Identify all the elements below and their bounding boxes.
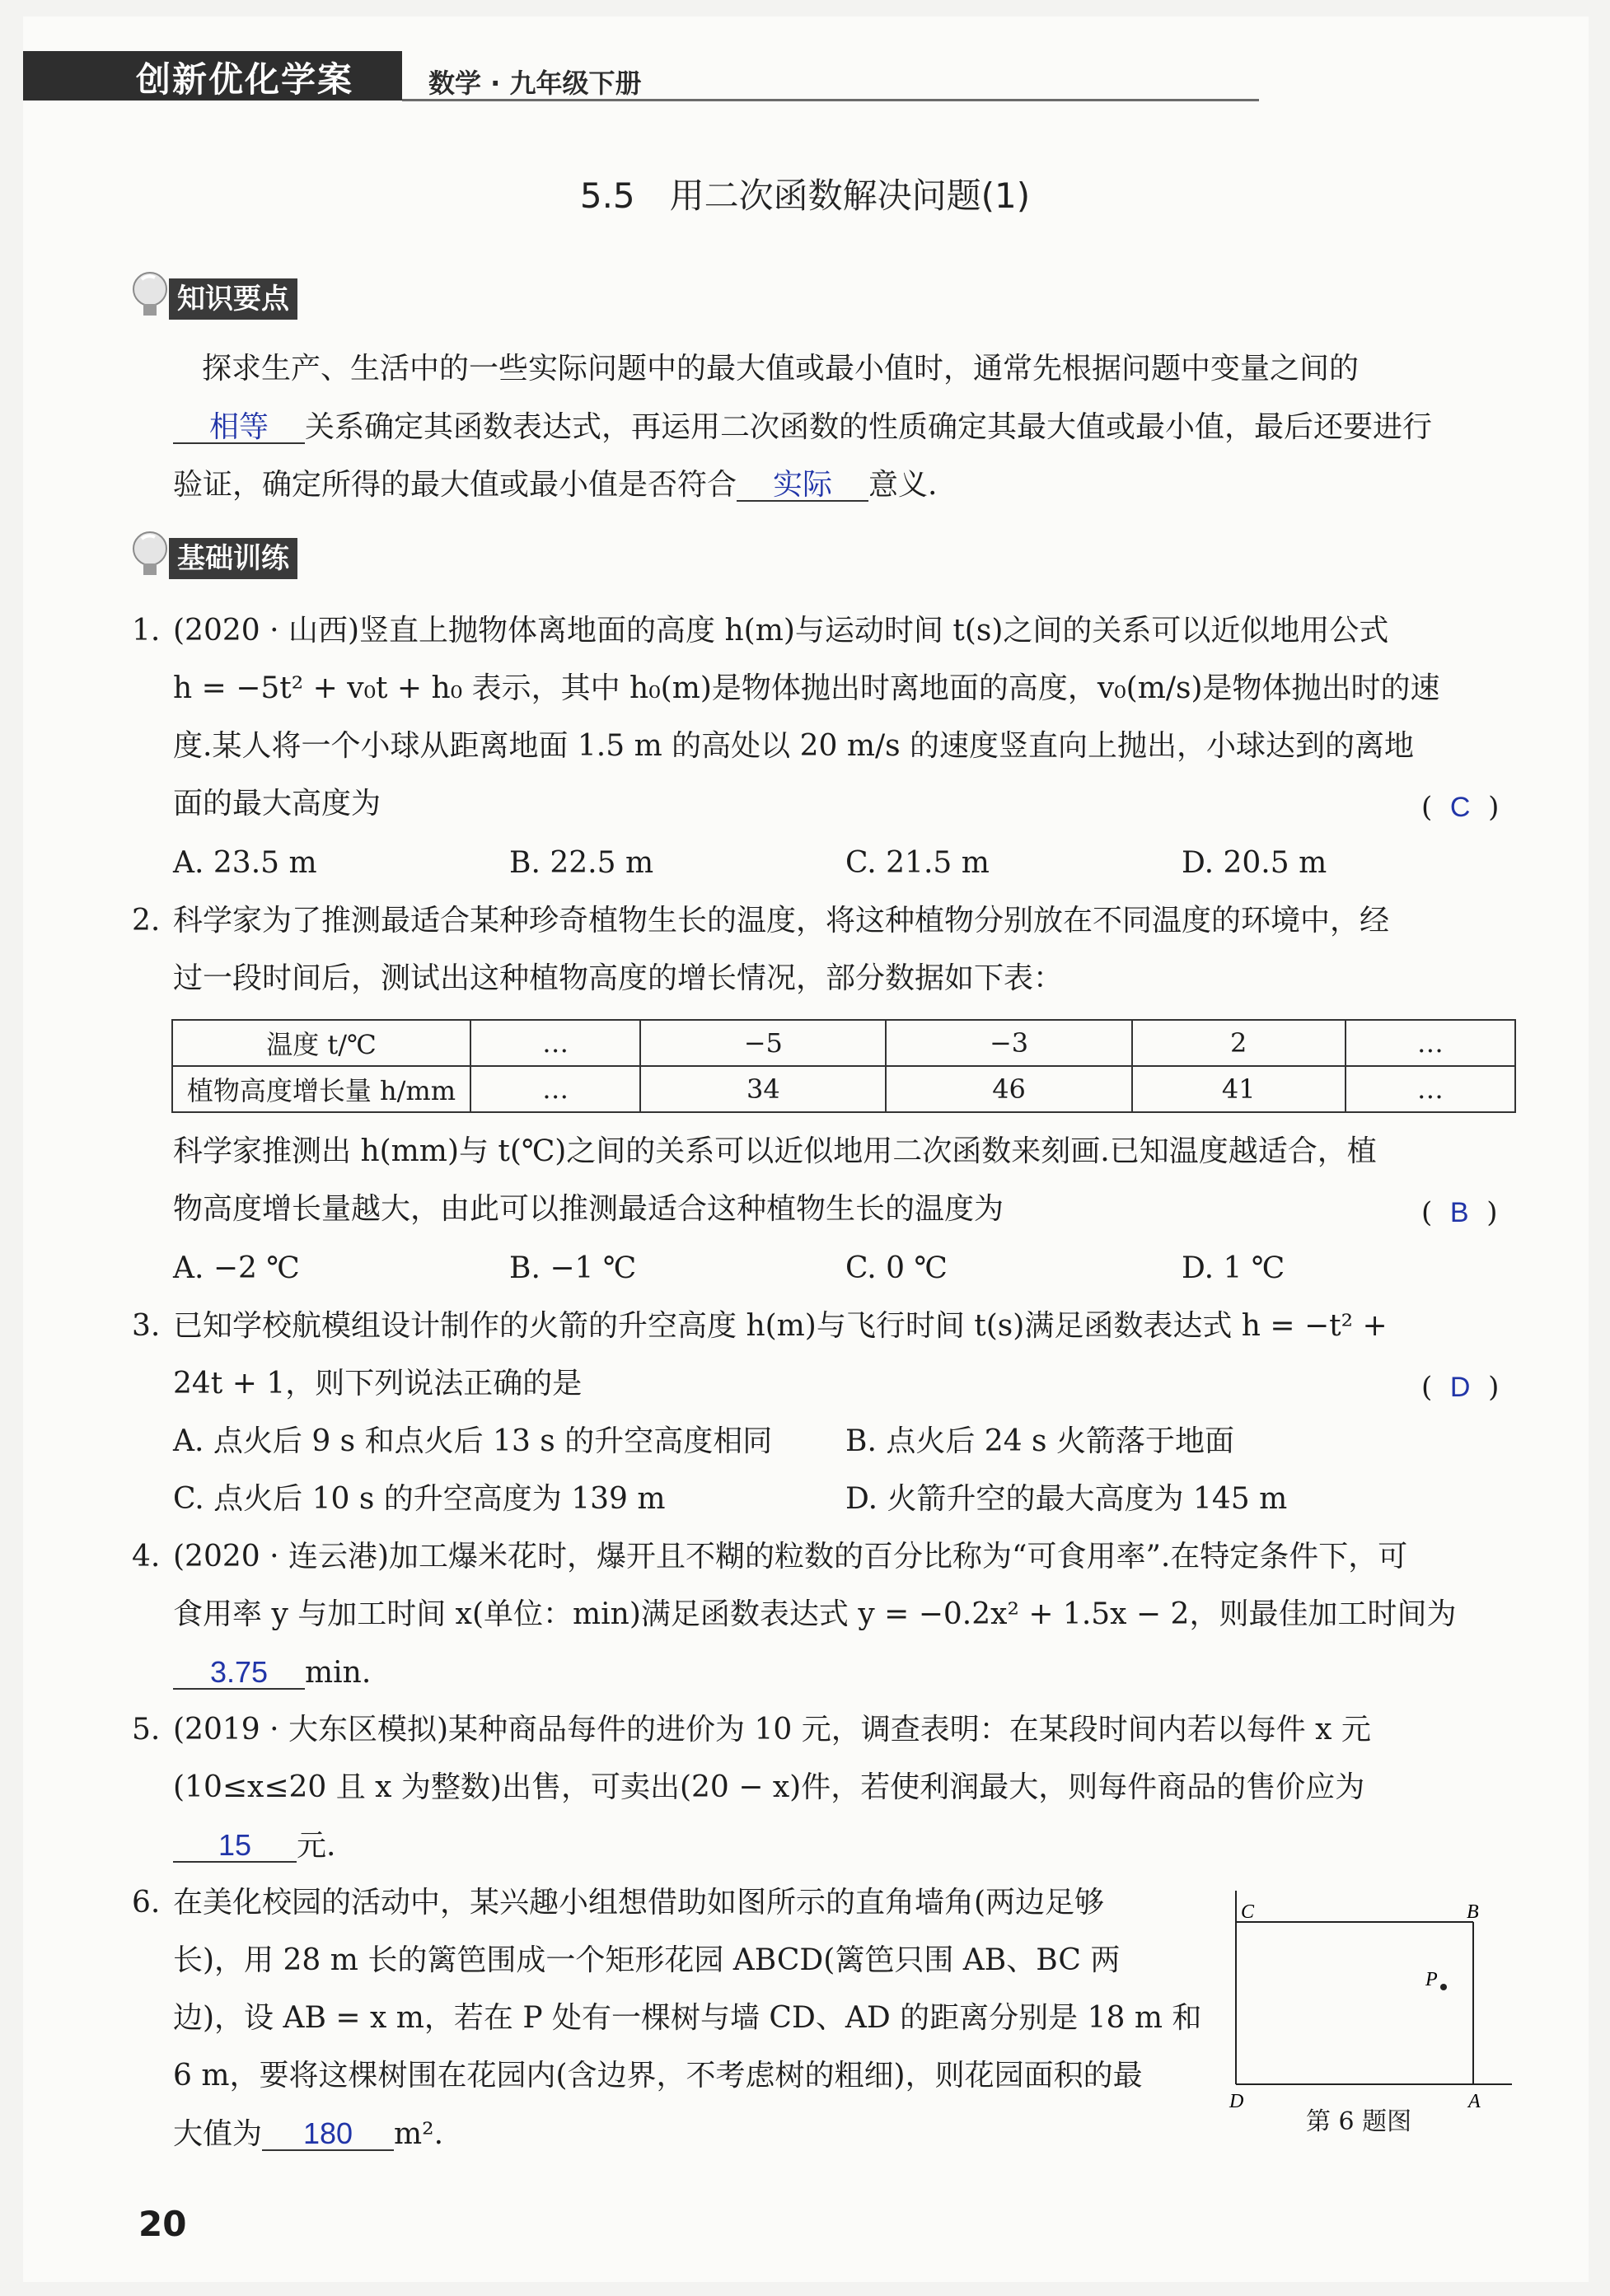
q1-option-d: D. 20.5 m (1182, 846, 1327, 880)
q1-line-4: 面的最大高度为 (173, 787, 381, 821)
q2-line-1: 科学家为了推测最适合某种珍奇植物生长的温度，将这种植物分别放在不同温度的环境中，经 (173, 904, 1390, 938)
answer-blank-2: 实际 (773, 467, 833, 501)
knowledge-line-3: 验证，确定所得的最大值或最小值是否符合 实际 意义. (173, 467, 938, 502)
q6-line-5: 大值为 180 m². (173, 2116, 444, 2151)
q5-answer: 15 (218, 1828, 252, 1862)
q3-answer: D (1449, 1372, 1471, 1403)
label-p: P (1425, 1969, 1438, 1990)
q6-answer: 180 (302, 2116, 353, 2150)
q6-line-2: 长)，用 28 m 长的篱笆围成一个矩形花园 ABCD(篱笆只围 AB、BC 两 (173, 1943, 1121, 1977)
question-number: 6. (132, 1886, 161, 1920)
question-number: 4. (132, 1540, 161, 1574)
header-divider (402, 99, 1259, 101)
q6-line-1: 在美化校园的活动中，某兴趣小组想借助如图所示的直角墙角(两边足够 (173, 1886, 1105, 1920)
q2-option-c: C. 0 ℃ (845, 1251, 948, 1285)
table-cell: … (1346, 1066, 1515, 1112)
subject-label: 数学 · 九年级下册 (428, 68, 642, 99)
knowledge-line-2: 相等 关系确定其函数表达式，再运用二次函数的性质确定其最大值或最小值，最后还要进行 (173, 412, 1432, 444)
q2-option-b: B. −1 ℃ (509, 1251, 637, 1285)
q1-answer-paren: ( C ) (1421, 791, 1500, 824)
q3-answer-paren: ( D ) (1421, 1371, 1500, 1404)
q3-line-2: 24t + 1，则下列说法正确的是 (173, 1367, 583, 1401)
table-row (172, 1066, 1515, 1112)
section-knowledge-badge: 知识要点 (169, 278, 297, 320)
q4-line-3: 3.75 min. (173, 1658, 371, 1690)
q6-line-4: 6 m，要将这棵树围在花园内(含边界，不考虑树的粗细)，则花园面积的最 (173, 2059, 1143, 2093)
question-number: 2. (132, 904, 161, 938)
q6-line-3: 边)，设 AB = x m，若在 P 处有一棵树与墙 CD、AD 的距离分别是 18 m 和 (173, 2001, 1202, 2035)
q2-line-2: 过一段时间后，测试出这种植物高度的增长情况，部分数据如下表： (173, 961, 1064, 995)
question-number: 5. (132, 1713, 161, 1747)
table-cell: 温度 t/℃ (172, 1020, 470, 1066)
q3-line-1: 已知学校航模组设计制作的火箭的升空高度 h(m)与飞行时间 t(s)满足函数表达式 h = −t² + (173, 1309, 1388, 1343)
answer-blank-1: 相等 (208, 409, 269, 443)
table-row (172, 1020, 1515, 1066)
label-b: B (1467, 1901, 1479, 1923)
q2-option-a: A. −2 ℃ (173, 1251, 300, 1285)
figure-caption: 第 6 题图 (1306, 2107, 1412, 2136)
q3-option-c: C. 点火后 10 s 的升空高度为 139 m (173, 1482, 666, 1516)
page-number: 20 (138, 2204, 187, 2244)
label-a: A (1468, 2091, 1481, 2112)
q1-line-2: h = −5t² + v₀t + h₀ 表示，其中 h₀(m)是物体抛出时离地面的高度，v₀(m/s)是物体抛出时的速 (173, 671, 1440, 705)
temperature-table (171, 1019, 1516, 1113)
q5-line-1: (2019 · 大东区模拟)某种商品每件的进价为 10 元，调查表明：在某段时间内若以每件 x 元 (173, 1713, 1371, 1747)
q3-option-b: B. 点火后 24 s 火箭落于地面 (845, 1424, 1234, 1458)
table-cell: 46 (886, 1066, 1131, 1112)
q4-line-2: 食用率 y 与加工时间 x(单位：min)满足函数表达式 y = −0.2x² + 1.5x − 2，则最佳加工时间为 (173, 1597, 1457, 1631)
q1-line-1: (2020 · 山西)竖直上抛物体离地面的高度 h(m)与运动时间 t(s)之间的关系可以近似地用公式 (173, 614, 1389, 648)
knowledge-line-1: 探求生产、生活中的一些实际问题中的最大值或最小值时，通常先根据问题中变量之间的 (202, 352, 1360, 386)
q3-option-a: A. 点火后 9 s 和点火后 13 s 的升空高度相同 (173, 1424, 773, 1458)
brand-logo: 创新优化学案 (136, 59, 354, 100)
table-cell: 41 (1132, 1066, 1346, 1112)
table-cell: −3 (886, 1020, 1131, 1066)
tree-point-p (1440, 1984, 1447, 1990)
section-basic-badge: 基础训练 (169, 538, 297, 579)
table-cell: 2 (1132, 1020, 1346, 1066)
table-cell: 植物高度增长量 h/mm (172, 1066, 470, 1112)
question-number: 1. (132, 614, 161, 648)
q6-figure (1228, 1887, 1524, 2125)
table-cell: … (470, 1066, 640, 1112)
q5-line-2: (10≤x≤20 且 x 为整数)出售，可卖出(20 − x)件，若使利润最大，则每件商品的售价应为 (173, 1770, 1365, 1804)
table-cell: 34 (640, 1066, 886, 1112)
q3-option-d: D. 火箭升空的最大高度为 145 m (845, 1482, 1288, 1516)
q1-line-3: 度.某人将一个小球从距离地面 1.5 m 的高处以 20 m/s 的速度竖直向上抛出，小球达到的离地 (173, 729, 1415, 763)
q4-line-1: (2020 · 连云港)加工爆米花时，爆开且不糊的粒数的百分比称为“可食用率”.在特定条件下，可 (173, 1540, 1408, 1574)
question-number: 3. (132, 1309, 161, 1343)
label-d: D (1229, 2091, 1244, 2112)
table-cell: −5 (640, 1020, 886, 1066)
table-cell: … (470, 1020, 640, 1066)
q1-option-b: B. 22.5 m (509, 846, 654, 880)
q2-line-4: 物高度增长量越大，由此可以推测最适合这种植物生长的温度为 (173, 1192, 1004, 1226)
q2-answer: B (1449, 1197, 1469, 1228)
q1-option-a: A. 23.5 m (173, 846, 317, 880)
q2-answer-paren: ( B ) (1421, 1196, 1498, 1229)
q1-option-c: C. 21.5 m (845, 846, 990, 880)
q2-option-d: D. 1 ℃ (1182, 1251, 1285, 1285)
label-c: C (1241, 1901, 1255, 1923)
page-title: 5.5 用二次函数解决问题(1) (579, 175, 1031, 216)
table-cell: … (1346, 1020, 1515, 1066)
q1-answer: C (1449, 792, 1471, 823)
q2-line-3: 科学家推测出 h(mm)与 t(℃)之间的关系可以近似地用二次函数来刻画.已知温度越适合，植 (173, 1134, 1377, 1168)
q4-answer: 3.75 (209, 1655, 269, 1689)
q5-line-3: 15 元. (173, 1831, 335, 1863)
